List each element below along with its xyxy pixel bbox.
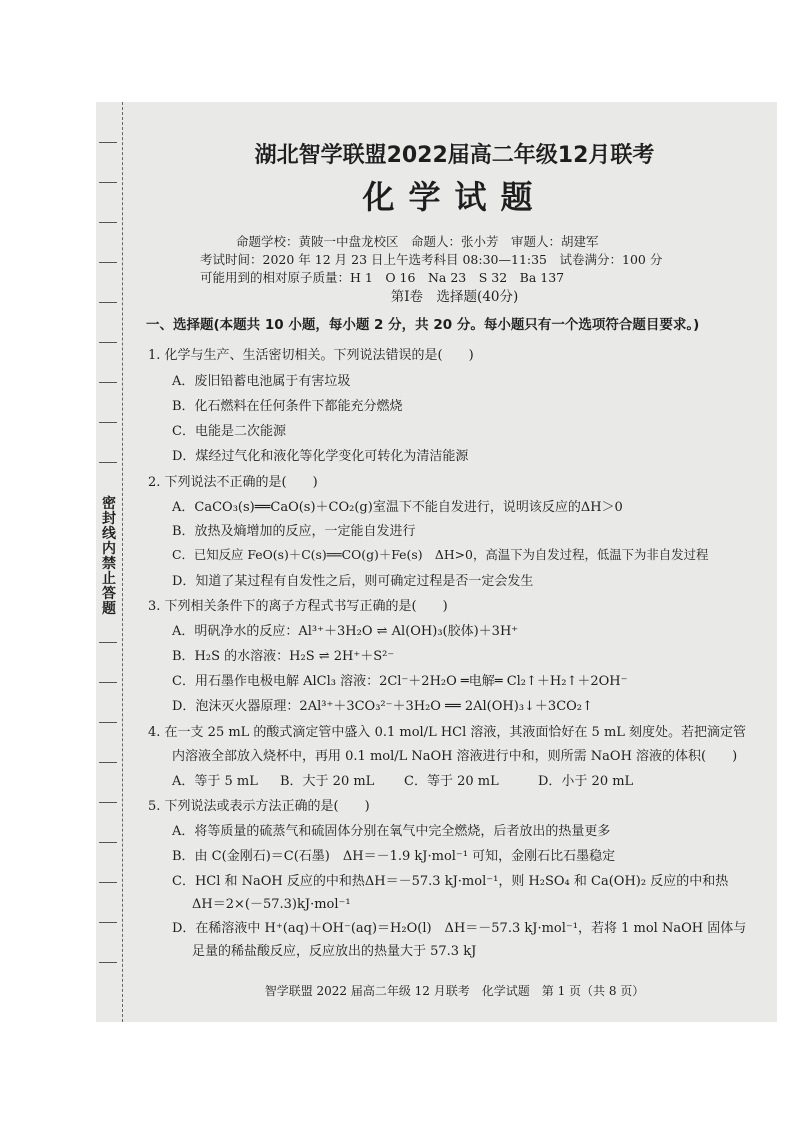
question-4-stem-line-1: 4. 在一支 25 mL 的酸式滴定管中盛入 0.1 mol/L HCl 溶液，其液面恰好在 5 mL 刻度处。若把滴定管 [148, 725, 747, 740]
exam-title: 湖北智学联盟2022届高二年级12月联考 [254, 143, 655, 168]
question-2-option-a: A．CaCO₃(s)══CaO(s)＋CO₂(g)室温下不能自发进行，说明该反应的ΔH＞0 [172, 500, 623, 515]
question-1-stem: 1. 化学与生产、生活密切相关。下列说法错误的是( ) [148, 348, 474, 363]
question-4-option-d: D．小于 20 mL [538, 774, 634, 789]
question-5-option-d: D．在稀溶液中 H⁺(aq)＋OH⁻(aq)＝H₂O(l) ΔH＝－57.3 kJ·mol⁻¹，若将 1 mol NaOH 固体与 [172, 921, 747, 936]
question-1-option-c: C．电能是二次能源 [172, 424, 286, 439]
question-3-option-c: C．用石墨作电极电解 AlCl₃ 溶液：2Cl⁻＋2H₂O ═电解═ Cl₂↑＋H₂↑＋2OH⁻ [172, 674, 628, 689]
question-1-option-d: D．煤经过气化和液化等化学变化可转化为清洁能源 [172, 449, 469, 464]
subject-title: 化学试题 [362, 178, 547, 216]
question-1-option-a: A．废旧铅蓄电池属于有害垃圾 [172, 374, 351, 389]
question-3-option-a: A．明矾净水的反应：Al³⁺＋3H₂O ⇌ Al(OH)₃(胶体)＋3H⁺ [172, 624, 519, 639]
question-4-option-a: A．等于 5 mL [172, 774, 258, 789]
question-5-stem: 5. 下列说法或表示方法正确的是( ) [148, 799, 370, 814]
question-5-option-d-cont: 足量的稀盐酸反应，反应放出的热量大于 57.3 kJ [192, 944, 477, 959]
question-5-option-c-cont: ΔH＝2×(－57.3)kJ·mol⁻¹ [192, 897, 351, 912]
question-4-stem-line-2: 内溶液全部放入烧杯中，再用 0.1 mol/L NaOH 溶液进行中和，则所需 NaOH 溶液的体积( ) [172, 749, 738, 764]
question-2-option-d: D．知道了某过程有自发性之后，则可确定过程是否一定会发生 [172, 574, 534, 589]
exam-sheet [96, 102, 777, 1022]
page-footer: 智学联盟 2022 届高二年级 12 月联考 化学试题 第 1 页（共 8 页） [264, 984, 645, 998]
question-3-option-b: B．H₂S 的水溶液：H₂S ⇌ 2H⁺＋S²⁻ [172, 649, 395, 664]
question-2-stem: 2. 下列说法不正确的是( ) [148, 475, 318, 490]
question-3-option-d: D．泡沫灭火器原理：2Al³⁺＋3CO₃²⁻＋3H₂O ══ 2Al(OH)₃↓＋3CO₂↑ [172, 699, 593, 714]
question-3-stem: 3. 下列相关条件下的离子方程式书写正确的是( ) [148, 599, 448, 614]
section-heading: 一、选择题(本题共 10 小题，每小题 2 分，共 20 分。每小题只有一个选项符合题目要求。) [146, 317, 700, 333]
question-4-option-b: B．大于 20 mL [280, 774, 375, 789]
question-2-option-c: C．已知反应 FeO(s)＋C(s)══CO(g)＋Fe(s) ΔH>0，高温下为自发过程，低温下为非自发过程 [172, 547, 709, 562]
atomic-mass-info: 可能用到的相对原子质量：H 1 O 16 Na 23 S 32 Ba 137 [200, 270, 565, 285]
exam-time-info: 考试时间：2020 年 12 月 23 日上午选考科目 08:30—11:35 试卷满分：100 分 [200, 252, 663, 267]
question-4-option-c: C．等于 20 mL [404, 774, 499, 789]
question-1-option-b: B．化石燃料在任何条件下都能充分燃烧 [172, 399, 403, 414]
setter-info: 命题学校：黄陂一中盘龙校区 命题人：张小芳 审题人：胡建军 [236, 234, 599, 249]
part-title: 第Ⅰ卷 选择题(40分) [390, 289, 519, 305]
question-5-option-a: A．将等质量的硫蒸气和硫固体分别在氧气中完全燃烧，后者放出的热量更多 [172, 824, 611, 839]
question-5-option-b: B．由 C(金刚石)＝C(石墨) ΔH＝－1.9 kJ·mol⁻¹ 可知，金刚石比石墨稳定 [172, 849, 616, 864]
seal-warning: 密封线内禁止答题 [102, 496, 116, 617]
question-2-option-b: B．放热及熵增加的反应，一定能自发进行 [172, 524, 416, 539]
question-5-option-c: C．HCl 和 NaOH 反应的中和热ΔH＝－57.3 kJ·mol⁻¹，则 H₂SO₄ 和 Ca(OH)₂ 反应的中和热 [172, 874, 729, 889]
